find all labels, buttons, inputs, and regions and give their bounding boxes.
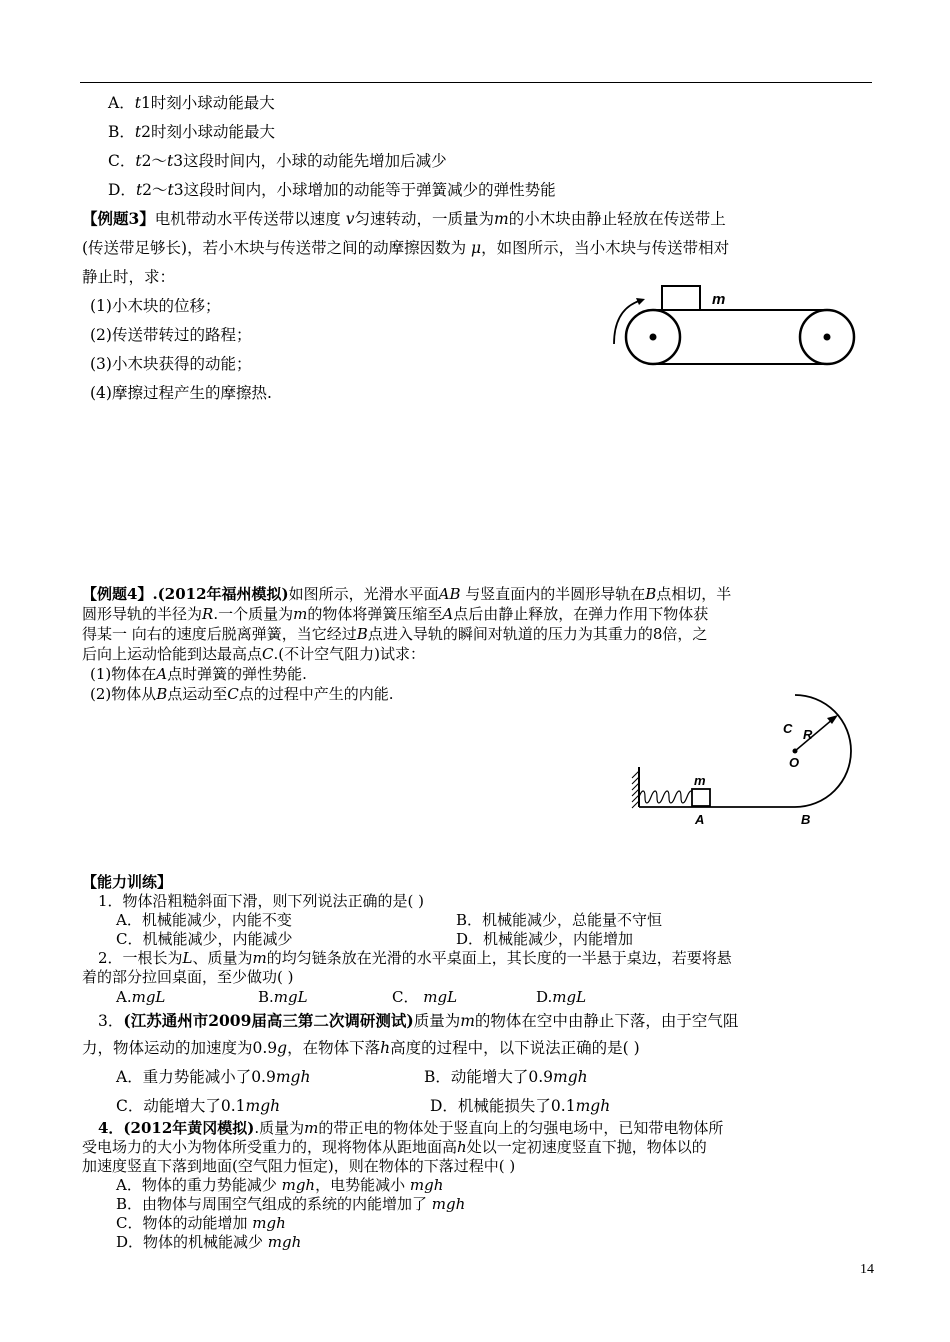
training-q2-line-2: 着的部分拉回桌面，至少做功( ) [82,968,294,986]
ex3-question-2: (2)传送带转过的路程； [90,326,252,344]
prev-option-d: D．t2～t3这段时间内，小球增加的动能等于弹簧减少的弹性势能 [108,181,556,199]
block-label: m [712,291,726,308]
training-q1-option-d: D．机械能减少，内能增加 [456,930,634,948]
training-q2-option-c: C． mgL [392,988,458,1006]
training-q2-option-b: B.mgL [258,988,308,1006]
training-heading: 【能力训练】 [82,873,173,891]
ex3-question-4: (4)摩擦过程产生的摩擦热. [90,384,272,402]
label-b: B [801,812,811,827]
label-c: C [783,721,793,736]
training-q4-option-c: C．物体的动能增加 mgh [116,1214,286,1232]
conveyor-belt-figure [600,278,860,378]
training-q2-line-1: 2．一根长为L、质量为m的均匀链条放在光滑的水平桌面上，其长度的一半悬于桌边，若要将悬 [98,949,732,967]
training-q1-option-b: B．机械能减少，总能量不守恒 [456,911,663,929]
label-r: R [803,727,813,742]
semicircle-track-figure [625,715,865,830]
ex4-question-2: (2)物体从B点运动至C点的过程中产生的内能. [90,685,394,703]
training-q4-line-2: 受电场力的大小为物体所受重力的，现将物体从距地面高h处以一定初速度竖直下抛，物体以的 [82,1138,707,1156]
training-q4-option-d: D．物体的机械能减少 mgh [116,1233,302,1251]
ex4-question-1: (1)物体在A点时弹簧的弹性势能. [90,665,307,683]
label-m: m [694,773,706,788]
prev-option-b: B．t2时刻小球动能最大 [108,123,275,141]
wood-block [662,286,700,310]
ex3-question-3: (3)小木块获得的动能； [90,355,252,373]
training-q2-option-a: A.mgL [116,988,166,1006]
ex4-line-3: 得某一 向右的速度后脱离弹簧，当它经过B点进入导轨的瞬间对轨道的压力为其重力的8倍，之 [82,625,708,643]
training-q1-option-a: A．机械能减少，内能不变 [116,911,292,929]
training-q3-line-2: 力，物体运动的加速度为0.9g，在物体下落h高度的过程中，以下说法正确的是( ) [82,1039,640,1057]
label-o: O [789,755,800,770]
ex4-line-2: 圆形导轨的半径为R.一个质量为m的物体将弹簧压缩至A点后由静止释放，在弹力作用下物体获 [82,605,709,623]
ex4-line-1: 【例题4】.(2012年福州模拟)如图所示，光滑水平面AB 与竖直面内的半圆形导轨在B点相切，半 [82,585,732,603]
training-q4-option-b: B．由物体与周围空气组成的系统的内能增加了 mgh [116,1195,466,1213]
training-q3-option-c: C．动能增大了0.1mgh [116,1097,281,1115]
ex3-line-3: 静止时，求： [82,268,176,286]
prev-option-a: A．t1时刻小球动能最大 [108,94,275,112]
training-q3-option-b: B．动能增大了0.9mgh [424,1068,588,1086]
ex3-question-1: (1)小木块的位移； [90,297,221,315]
header-rule [80,82,872,83]
semicircle-track [795,695,851,807]
training-q1-option-c: C．机械能减少，内能减少 [116,930,293,948]
training-q2-option-d: D.mgL [536,988,587,1006]
training-q4-option-a: A．物体的重力势能减少 mgh，电势能减小 mgh [116,1176,444,1194]
ex3-line-2: (传送带足够长)，若小木块与传送带之间的动摩擦因数为 μ，如图所示，当小木块与传送带相对 [82,239,730,257]
training-q4-line-3: 加速度竖直下落到地面(空气阻力恒定)，则在物体的下落过程中( ) [82,1157,516,1175]
prev-option-c: C．t2～t3这段时间内，小球的动能先增加后减少 [108,152,447,170]
ex3-line-1: 【例题3】电机带动水平传送带以速度 v匀速转动，一质量为m的小木块由静止轻放在传送带上 [82,209,726,228]
training-q3-option-d: D．机械能损失了0.1mgh [430,1097,611,1115]
label-a: A [695,812,705,827]
training-q3-line-1: 3．(江苏通州市2009届高三第二次调研测试)质量为m的物体在空中由静止下落，由于空气阻 [98,1011,739,1030]
page-number: 14 [860,1262,874,1277]
mass-block [692,789,710,806]
training-q3-option-a: A．重力势能减小了0.9mgh [116,1068,311,1086]
ex4-line-4: 后向上运动恰能到达最高点C.(不计空气阻力)试求： [82,645,425,663]
training-q4-line-1: 4．(2012年黄冈模拟).质量为m的带正电的物体处于竖直向上的匀强电场中，已知带电物体所 [98,1119,724,1137]
radius-line [795,719,833,751]
training-q1: 1．物体沿粗糙斜面下滑，则下列说法正确的是( ) [98,892,425,910]
